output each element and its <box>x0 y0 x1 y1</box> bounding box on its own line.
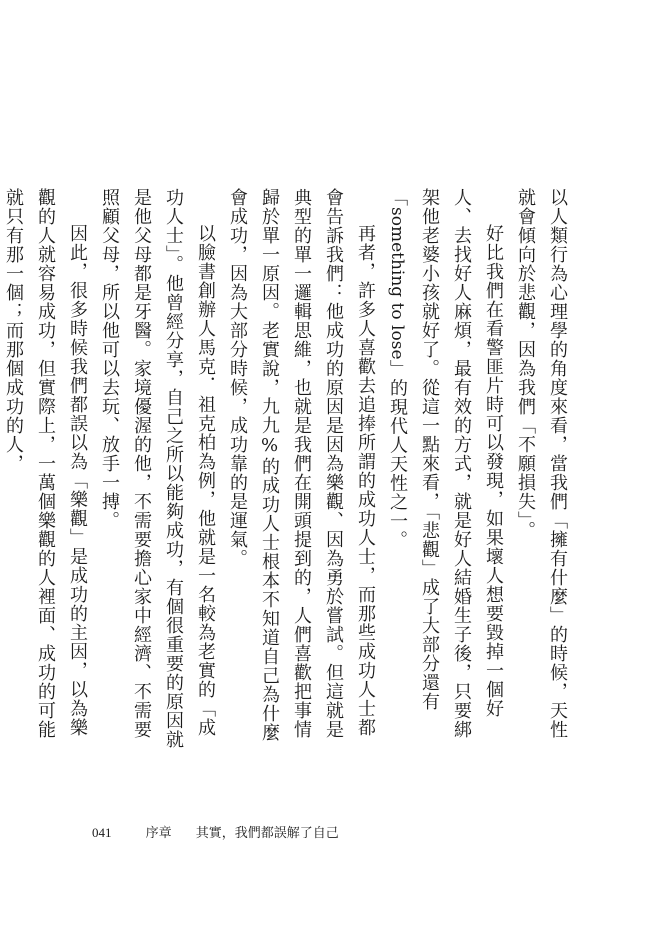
paragraph-2-text-a: 好比我們在看警匪片時可以發現，如果壞人想要毀掉一個好人、去找好人麻煩，最有效的方式，就是好人結婚生子後，只要綁架他老婆小孩就好了。從這一點來看，「悲觀」成了大部分還有「 <box>387 188 504 739</box>
paragraph-3-text: 再者，許多人喜歡去追捧所謂的成功人士，而那些成功人士都會告訴我們：他成功的原因是因為樂觀、因為勇於嘗試。但這就是典型的單一邏輯思維，也就是我們在開頭提到的，人們喜歡把事情歸於單一原因。老實說，九九%的成功人士根本不知道自己為什麼會成功，因為大部分時候，成功靠的是運氣。 <box>227 188 376 742</box>
paragraph-3 <box>221 188 381 750</box>
paragraph-5-text: 因此，很多時候我們都誤以為「樂觀」是成功的主因，以為樂觀的人就容易成功，但實際上，一萬個樂觀的人裡面、成功的可能就只有那一個；而那個成功的人， <box>3 188 88 739</box>
body-text <box>0 188 573 750</box>
page-number: 041 <box>92 825 112 840</box>
paragraph-2 <box>381 188 509 750</box>
paragraph-2-text-b: 」的現代人天性之一。 <box>387 359 408 550</box>
paragraph-1-text: 以人類行為心理學的角度來看，當我們「擁有什麼」的時候，天性就會傾向於悲觀，因為我們「不願損失」。 <box>515 188 568 739</box>
chapter-label: 序章 <box>145 826 172 841</box>
page-footer <box>92 822 339 841</box>
chapter-title: 其實，我們都誤解了自己 <box>195 826 339 841</box>
paragraph-5 <box>0 188 93 750</box>
paragraph-2-latin-phrase: something to lose <box>387 207 407 360</box>
paragraph-1 <box>509 188 573 750</box>
paragraph-4-text: 以臉書創辦人馬克．祖克柏為例，他就是一名較為老實的「成功人士」。他曾經分享，自己之所以能夠成功，有個很重要的原因就是他父母都是牙醫。家境優渥的他，不需要擔心家中經濟、不需要照顧父母，所以他可以去玩、放手一搏。 <box>99 188 216 749</box>
paragraph-4 <box>93 188 221 750</box>
